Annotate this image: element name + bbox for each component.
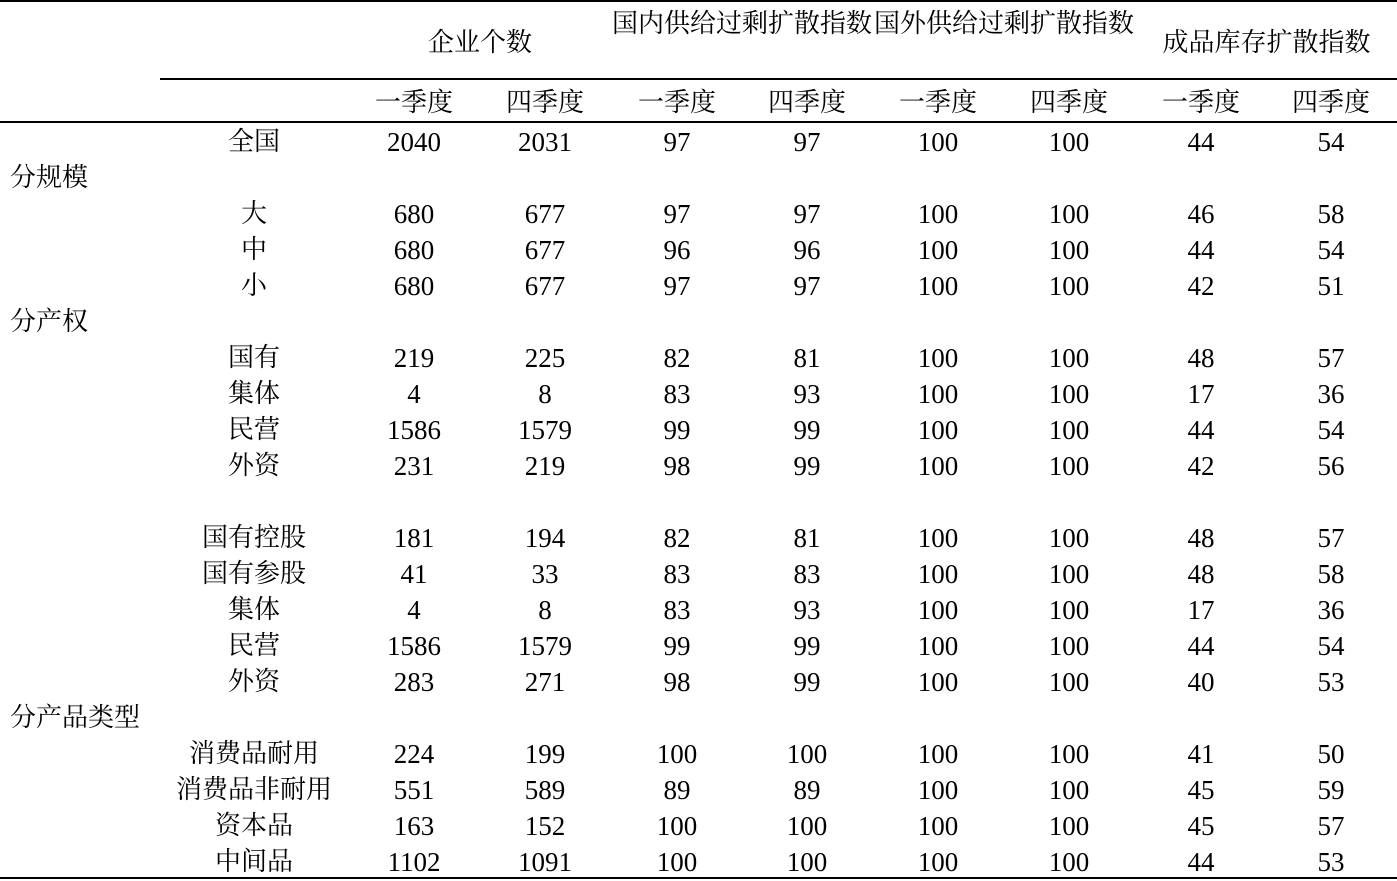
row-label: 外资 bbox=[227, 451, 280, 481]
table-cell: 40 bbox=[1187, 667, 1215, 697]
table-cell: 54 bbox=[1317, 127, 1345, 157]
table-cell: 199 bbox=[524, 739, 566, 769]
group-label: 分产品类型 bbox=[10, 703, 141, 733]
row-label: 集体 bbox=[227, 595, 280, 625]
row-label: 资本品 bbox=[214, 811, 293, 841]
table-cell: 97 bbox=[793, 271, 821, 301]
table-cell: 100 bbox=[917, 415, 959, 445]
table-cell: 58 bbox=[1317, 559, 1345, 589]
table-cell: 100 bbox=[917, 775, 959, 805]
table-cell: 48 bbox=[1187, 523, 1215, 553]
table-cell: 50 bbox=[1317, 739, 1345, 769]
table-cell: 33 bbox=[531, 559, 559, 589]
table-cell: 1586 bbox=[387, 415, 441, 445]
table-cell: 680 bbox=[393, 199, 435, 229]
table-cell: 100 bbox=[1048, 127, 1090, 157]
table-cell: 680 bbox=[393, 235, 435, 265]
table-cell: 100 bbox=[786, 811, 828, 841]
table-cell: 45 bbox=[1187, 775, 1215, 805]
table-cell: 194 bbox=[524, 523, 566, 553]
table-cell: 96 bbox=[663, 235, 691, 265]
table-cell: 589 bbox=[524, 775, 566, 805]
table-cell: 97 bbox=[663, 199, 691, 229]
table-cell: 100 bbox=[917, 559, 959, 589]
table-cell: 44 bbox=[1187, 127, 1215, 157]
table-cell: 2040 bbox=[387, 127, 441, 157]
table-cell: 100 bbox=[1048, 811, 1090, 841]
table-cell: 89 bbox=[663, 775, 691, 805]
table-cell: 219 bbox=[524, 451, 566, 481]
table-cell: 1091 bbox=[518, 847, 572, 877]
table-cell: 44 bbox=[1187, 235, 1215, 265]
table-cell: 181 bbox=[393, 523, 435, 553]
table-cell: 99 bbox=[663, 631, 691, 661]
table-cell: 100 bbox=[917, 739, 959, 769]
table-cell: 54 bbox=[1317, 235, 1345, 265]
header-subcolumn-0: 一季度 bbox=[374, 88, 453, 118]
row-label: 国有控股 bbox=[201, 523, 306, 553]
header-subcolumn-6: 一季度 bbox=[1161, 88, 1240, 118]
table-cell: 100 bbox=[786, 847, 828, 877]
table-cell: 54 bbox=[1317, 415, 1345, 445]
table-cell: 271 bbox=[524, 667, 566, 697]
table-cell: 224 bbox=[393, 739, 435, 769]
row-label: 消费品非耐用 bbox=[175, 775, 332, 805]
row-label: 集体 bbox=[227, 379, 280, 409]
table-cell: 82 bbox=[663, 343, 691, 373]
table-cell: 225 bbox=[524, 343, 566, 373]
table-cell: 48 bbox=[1187, 559, 1215, 589]
table-cell: 99 bbox=[793, 451, 821, 481]
table-cell: 54 bbox=[1317, 631, 1345, 661]
table-cell: 100 bbox=[656, 739, 698, 769]
header-subcolumn-7: 四季度 bbox=[1291, 88, 1370, 118]
table-cell: 163 bbox=[393, 811, 435, 841]
table-cell: 100 bbox=[1048, 199, 1090, 229]
table-cell: 81 bbox=[793, 343, 821, 373]
table-cell: 100 bbox=[656, 811, 698, 841]
table-cell: 41 bbox=[400, 559, 428, 589]
table-cell: 97 bbox=[663, 127, 691, 157]
table-cell: 100 bbox=[1048, 631, 1090, 661]
table-cell: 93 bbox=[793, 379, 821, 409]
table-cell: 82 bbox=[663, 523, 691, 553]
table-cell: 100 bbox=[1048, 739, 1090, 769]
table-cell: 97 bbox=[663, 271, 691, 301]
table-cell: 17 bbox=[1187, 595, 1215, 625]
table-cell: 44 bbox=[1187, 415, 1215, 445]
table-cell: 57 bbox=[1317, 523, 1345, 553]
table-cell: 99 bbox=[663, 415, 691, 445]
table-cell: 45 bbox=[1187, 811, 1215, 841]
table-cell: 100 bbox=[1048, 559, 1090, 589]
header-group-2: 国外供给过剩扩散指数 bbox=[874, 9, 1135, 39]
table-cell: 56 bbox=[1317, 451, 1345, 481]
group-label: 分产权 bbox=[10, 307, 89, 337]
table-cell: 100 bbox=[1048, 595, 1090, 625]
table-cell: 83 bbox=[663, 379, 691, 409]
table-cell: 4 bbox=[407, 379, 421, 409]
table-cell: 100 bbox=[1048, 451, 1090, 481]
table-cell: 100 bbox=[917, 199, 959, 229]
row-label: 国有 bbox=[227, 343, 280, 373]
table-cell: 100 bbox=[917, 595, 959, 625]
group-label: 分规模 bbox=[10, 163, 89, 193]
table-cell: 680 bbox=[393, 271, 435, 301]
table-cell: 100 bbox=[917, 379, 959, 409]
table-cell: 1102 bbox=[387, 847, 441, 877]
table-cell: 89 bbox=[793, 775, 821, 805]
row-label: 中 bbox=[240, 235, 267, 265]
header-group-0: 企业个数 bbox=[427, 28, 532, 58]
table-cell: 93 bbox=[793, 595, 821, 625]
table-cell: 677 bbox=[524, 271, 566, 301]
table-cell: 100 bbox=[1048, 379, 1090, 409]
table-cell: 53 bbox=[1317, 667, 1345, 697]
table-cell: 231 bbox=[393, 451, 435, 481]
table-cell: 100 bbox=[1048, 775, 1090, 805]
row-label: 民营 bbox=[227, 415, 280, 445]
table-cell: 551 bbox=[393, 775, 435, 805]
table-cell: 100 bbox=[917, 343, 959, 373]
table-cell: 98 bbox=[663, 667, 691, 697]
table-cell: 1579 bbox=[518, 415, 572, 445]
table-cell: 51 bbox=[1317, 271, 1345, 301]
table-cell: 99 bbox=[793, 631, 821, 661]
table-cell: 99 bbox=[793, 667, 821, 697]
table-cell: 100 bbox=[917, 811, 959, 841]
table-cell: 152 bbox=[524, 811, 566, 841]
table-cell: 83 bbox=[663, 559, 691, 589]
row-label: 消费品耐用 bbox=[188, 739, 319, 769]
table-cell: 83 bbox=[663, 595, 691, 625]
table-cell: 4 bbox=[407, 595, 421, 625]
table-cell: 97 bbox=[793, 127, 821, 157]
table-cell: 41 bbox=[1187, 739, 1215, 769]
header-subcolumn-2: 一季度 bbox=[637, 88, 716, 118]
table-cell: 100 bbox=[1048, 271, 1090, 301]
table-cell: 53 bbox=[1317, 847, 1345, 877]
table-cell: 100 bbox=[917, 271, 959, 301]
table-cell: 100 bbox=[1048, 667, 1090, 697]
table-cell: 97 bbox=[793, 199, 821, 229]
table-cell: 100 bbox=[917, 523, 959, 553]
table-cell: 100 bbox=[917, 631, 959, 661]
table-cell: 96 bbox=[793, 235, 821, 265]
table-cell: 8 bbox=[538, 595, 552, 625]
table-cell: 2031 bbox=[518, 127, 572, 157]
table-cell: 36 bbox=[1317, 595, 1345, 625]
table-cell: 81 bbox=[793, 523, 821, 553]
table-cell: 100 bbox=[1048, 235, 1090, 265]
table-cell: 100 bbox=[656, 847, 698, 877]
table-cell: 17 bbox=[1187, 379, 1215, 409]
header-subcolumn-4: 一季度 bbox=[898, 88, 977, 118]
table-cell: 283 bbox=[393, 667, 435, 697]
table-cell: 219 bbox=[393, 343, 435, 373]
table-cell: 1579 bbox=[518, 631, 572, 661]
table-cell: 42 bbox=[1187, 271, 1215, 301]
table-cell: 44 bbox=[1187, 631, 1215, 661]
header-mid-rule bbox=[160, 78, 1397, 80]
table-cell: 100 bbox=[917, 451, 959, 481]
table-cell: 677 bbox=[524, 199, 566, 229]
row-label: 中间品 bbox=[214, 847, 293, 877]
table-cell: 83 bbox=[793, 559, 821, 589]
table-cell: 8 bbox=[538, 379, 552, 409]
header-subcolumn-5: 四季度 bbox=[1029, 88, 1108, 118]
table-cell: 100 bbox=[917, 847, 959, 877]
row-label: 外资 bbox=[227, 667, 280, 697]
top-rule bbox=[0, 0, 1397, 2]
header-group-3: 成品库存扩散指数 bbox=[1162, 28, 1371, 58]
table-cell: 58 bbox=[1317, 199, 1345, 229]
table-cell: 100 bbox=[1048, 847, 1090, 877]
table-cell: 100 bbox=[917, 235, 959, 265]
table-cell: 100 bbox=[1048, 523, 1090, 553]
row-label: 民营 bbox=[227, 631, 280, 661]
table-cell: 36 bbox=[1317, 379, 1345, 409]
row-label: 国有参股 bbox=[201, 559, 306, 589]
table-cell: 100 bbox=[786, 739, 828, 769]
header-bottom-rule bbox=[0, 121, 1397, 123]
row-label: 小 bbox=[240, 271, 267, 301]
table-cell: 1586 bbox=[387, 631, 441, 661]
table-cell: 100 bbox=[1048, 415, 1090, 445]
table-cell: 42 bbox=[1187, 451, 1215, 481]
header-subcolumn-1: 四季度 bbox=[505, 88, 584, 118]
table-cell: 100 bbox=[917, 667, 959, 697]
table-cell: 99 bbox=[793, 415, 821, 445]
table-cell: 57 bbox=[1317, 811, 1345, 841]
table-cell: 48 bbox=[1187, 343, 1215, 373]
table-cell: 677 bbox=[524, 235, 566, 265]
table-cell: 100 bbox=[917, 127, 959, 157]
header-group-1: 国内供给过剩扩散指数 bbox=[612, 9, 873, 39]
table-cell: 57 bbox=[1317, 343, 1345, 373]
table-cell: 46 bbox=[1187, 199, 1215, 229]
table-cell: 98 bbox=[663, 451, 691, 481]
header-subcolumn-3: 四季度 bbox=[767, 88, 846, 118]
row-label: 大 bbox=[240, 199, 267, 229]
row-label: 全国 bbox=[227, 127, 280, 157]
table-cell: 59 bbox=[1317, 775, 1345, 805]
table-cell: 100 bbox=[1048, 343, 1090, 373]
table-cell: 44 bbox=[1187, 847, 1215, 877]
